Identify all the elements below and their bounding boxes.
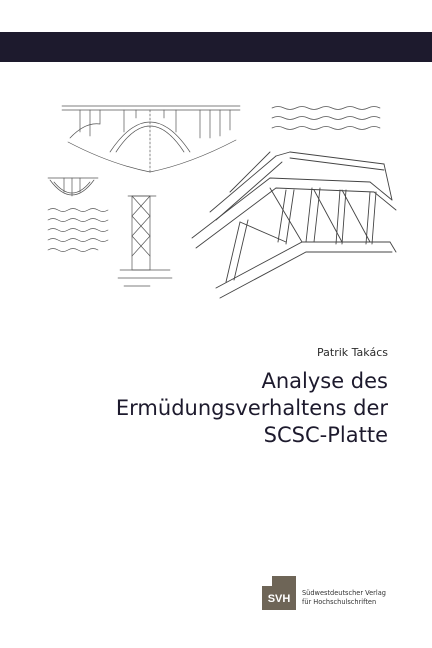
title-line-1: Analyse des [261,369,388,393]
book-title [68,368,388,449]
engineering-sketch-illustration [40,92,400,310]
publisher-logo-text: SVH [267,593,291,605]
publisher-line-2: für Hochschulschriften [302,597,377,606]
publisher-name [302,589,386,606]
title-line-2: Ermüdungsverhaltens der [115,396,388,420]
publisher-logo [262,576,296,610]
author-name: Patrik Takács [317,346,388,359]
publisher-block [262,576,412,612]
title-line-3: SCSC-Platte [263,423,388,447]
top-color-bar [0,32,432,62]
publisher-line-1: Südwestdeutscher Verlag [302,589,386,597]
